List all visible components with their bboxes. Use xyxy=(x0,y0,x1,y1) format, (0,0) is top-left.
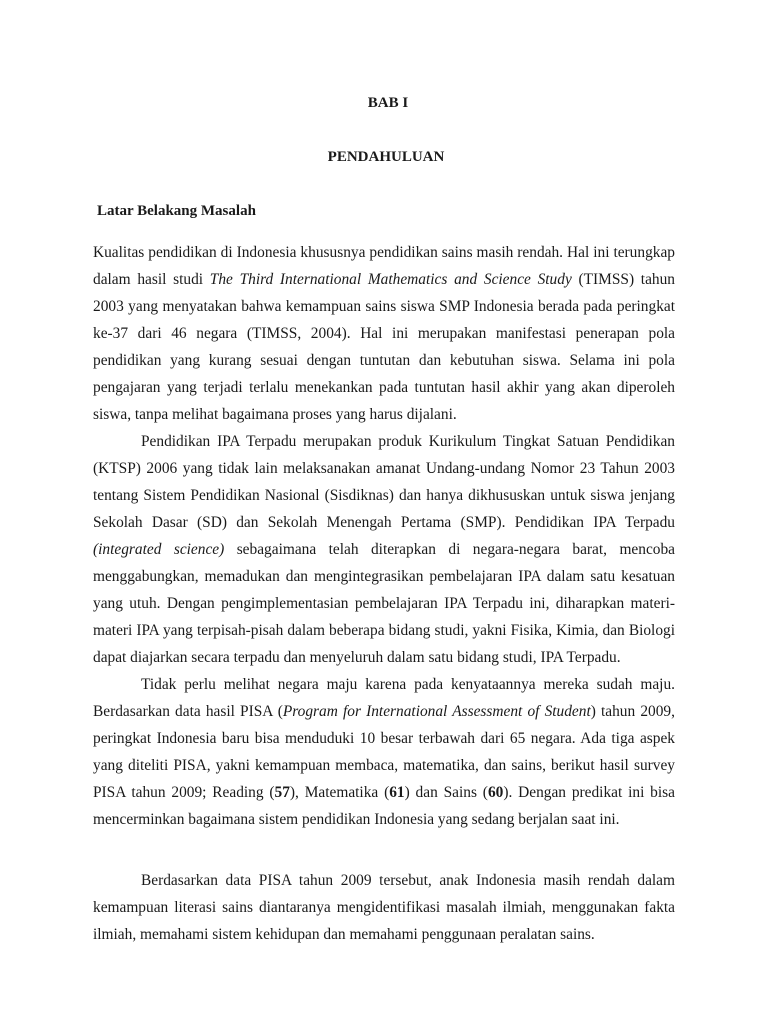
math-score: 61 xyxy=(389,784,405,801)
paragraph-1-text-b: (TIMSS) tahun 2003 yang menyatakan bahwa kemampuan sains siswa SMP Indonesia berada pada peringkat ke-37 dari 46 negara (TIMSS, 2004). Hal ini merupakan manifestasi penerapan pola pendidikan yang kurang sesuai dengan tuntutan dan kebutuhan siswa. Selama ini pola pengajaran yang terjadi terlalu menekankan pada tuntutan hasil akhir yang akan diperoleh siswa, tanpa melihat bagaimana proses yang harus dijalani. xyxy=(93,271,676,423)
paragraph-2 xyxy=(93,428,675,671)
paragraph-3-text-e: ). Dengan predikat ini bisa mencerminkan bagaimana sistem pendidikan Indonesia yang sedang berjalan saat ini. xyxy=(93,784,675,828)
paragraph-1-text-a: Kualitas pendidikan di Indonesia khususnya pendidikan sains masih rendah. Hal ini terungkap dalam hasil studi xyxy=(93,244,675,288)
paragraph-3 xyxy=(93,671,675,833)
chapter-number: BAB I xyxy=(367,95,409,111)
reading-score: 57 xyxy=(274,784,290,801)
paragraph-3-italic-program: Program for International Assessment of Student xyxy=(282,703,591,720)
paragraphs-2-3 xyxy=(93,428,675,833)
section-heading: Latar Belakang Masalah xyxy=(97,203,256,219)
paragraph-2-italic-term: (integrated science) xyxy=(93,541,225,558)
paragraph-1-italic-study-name: The Third International Mathematics and Science Study xyxy=(209,271,572,288)
chapter-title: PENDAHULUAN xyxy=(327,149,445,165)
paragraph-4: Berdasarkan data PISA tahun 2009 tersebut, anak Indonesia masih rendah dalam kemampuan literasi sains diantaranya mengidentifikasi masalah ilmiah, menggunakan fakta ilmiah, memahami sistem kehidupan dan memahami penggunaan peralatan sains. xyxy=(93,872,675,943)
paragraph-3-text-a: Tidak perlu melihat negara maju karena pada kenyataannya mereka sudah maju. Berdasarkan data hasil PISA ( xyxy=(93,676,675,720)
paragraph-2-text-b: sebagaimana telah diterapkan di negara-negara barat, mencoba menggabungkan, memadukan dan mengintegrasikan pembelajaran IPA dalam satu kesatuan yang utuh. Dengan pengimplementasian pembelajaran IPA Terpadu ini, diharapkan materi-materi IPA yang terpisah-pisah dalam beberapa bidang studi, yakni Fisika, Kimia, dan Biologi dapat diajarkan secara terpadu dan menyeluruh dalam satu bidang studi, IPA Terpadu. xyxy=(93,541,675,666)
paragraph-2-text-a: Pendidikan IPA Terpadu merupakan produk Kurikulum Tingkat Satuan Pendidikan (KTSP) 2006 yang tidak lain melaksanakan amanat Undang-undang Nomor 23 Tahun 2003 tentang Sistem Pendidikan Nasional (Sisdiknas) dan hanya dikhususkan untuk siswa jenjang Sekolah Dasar (SD) dan Sekolah Menengah Pertama (SMP). Pendidikan IPA Terpadu xyxy=(93,433,675,531)
paragraph-1 xyxy=(93,239,675,428)
paragraph-3-text-b: ) tahun 2009, peringkat Indonesia baru bisa menduduki 10 besar terbawah dari 65 negara. Ada tiga aspek yang diteliti PISA, yakni kemampuan membaca, matematika, dan sains, berikut hasil survey PISA tahun 2009; Reading ( xyxy=(93,703,675,801)
paragraph-3-text-c: ), Matematika ( xyxy=(289,784,390,801)
paragraph-3-text-d: ) dan Sains ( xyxy=(404,784,488,801)
science-score: 60 xyxy=(487,784,504,801)
